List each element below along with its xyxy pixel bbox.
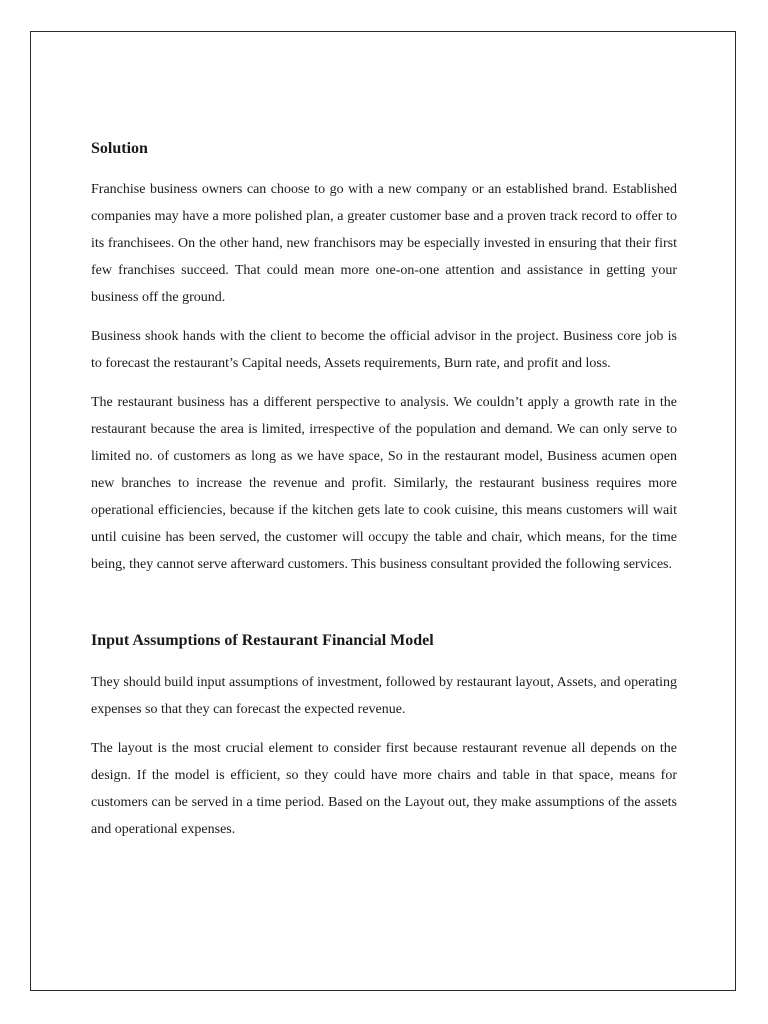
paragraph: They should build input assumptions of investment, followed by restaurant layout, Assets, and operating expenses so that they can forecast the expected revenue. <box>91 675 677 717</box>
section-heading-solution: Solution <box>91 140 148 157</box>
section-heading-input-assumptions: Input Assumptions of Restaurant Financial Model <box>91 632 434 649</box>
paragraph: The layout is the most crucial element to consider first because restaurant revenue all depends on the design. If the model is efficient, so they could have more chairs and table in that space, means for customers can be served in a time period. Based on the Layout out, they make assumptions of the assets and operational expenses. <box>91 741 677 837</box>
paragraph: Franchise business owners can choose to go with a new company or an established brand. Established companies may have a more polished plan, a greater customer base and a proven track record to offer to its franchisees. On the other hand, new franchisors may be especially invested in ensuring that their first few franchises succeed. That could mean more one-on-one attention and assistance in getting your business off the ground. <box>91 182 677 305</box>
document-body <box>91 138 677 843</box>
paragraph: The restaurant business has a different perspective to analysis. We couldn’t apply a growth rate in the restaurant because the area is limited, irrespective of the population and demand. We can only serve to limited no. of customers as long as we have space, So in the restaurant model, Business acumen open new branches to increase the revenue and profit. Similarly, the restaurant business requires more operational efficiencies, because if the kitchen gets late to cook cuisine, this means customers will wait until cuisine has been served, the customer will occupy the table and chair, which means, for the time being, they cannot serve afterward customers. This business consultant provided the following services. <box>91 395 677 572</box>
document-page <box>30 31 736 991</box>
paragraph: Business shook hands with the client to become the official advisor in the project. Business core job is to forecast the restaurant’s Capital needs, Assets requirements, Burn rate, and profit and loss. <box>91 329 677 371</box>
